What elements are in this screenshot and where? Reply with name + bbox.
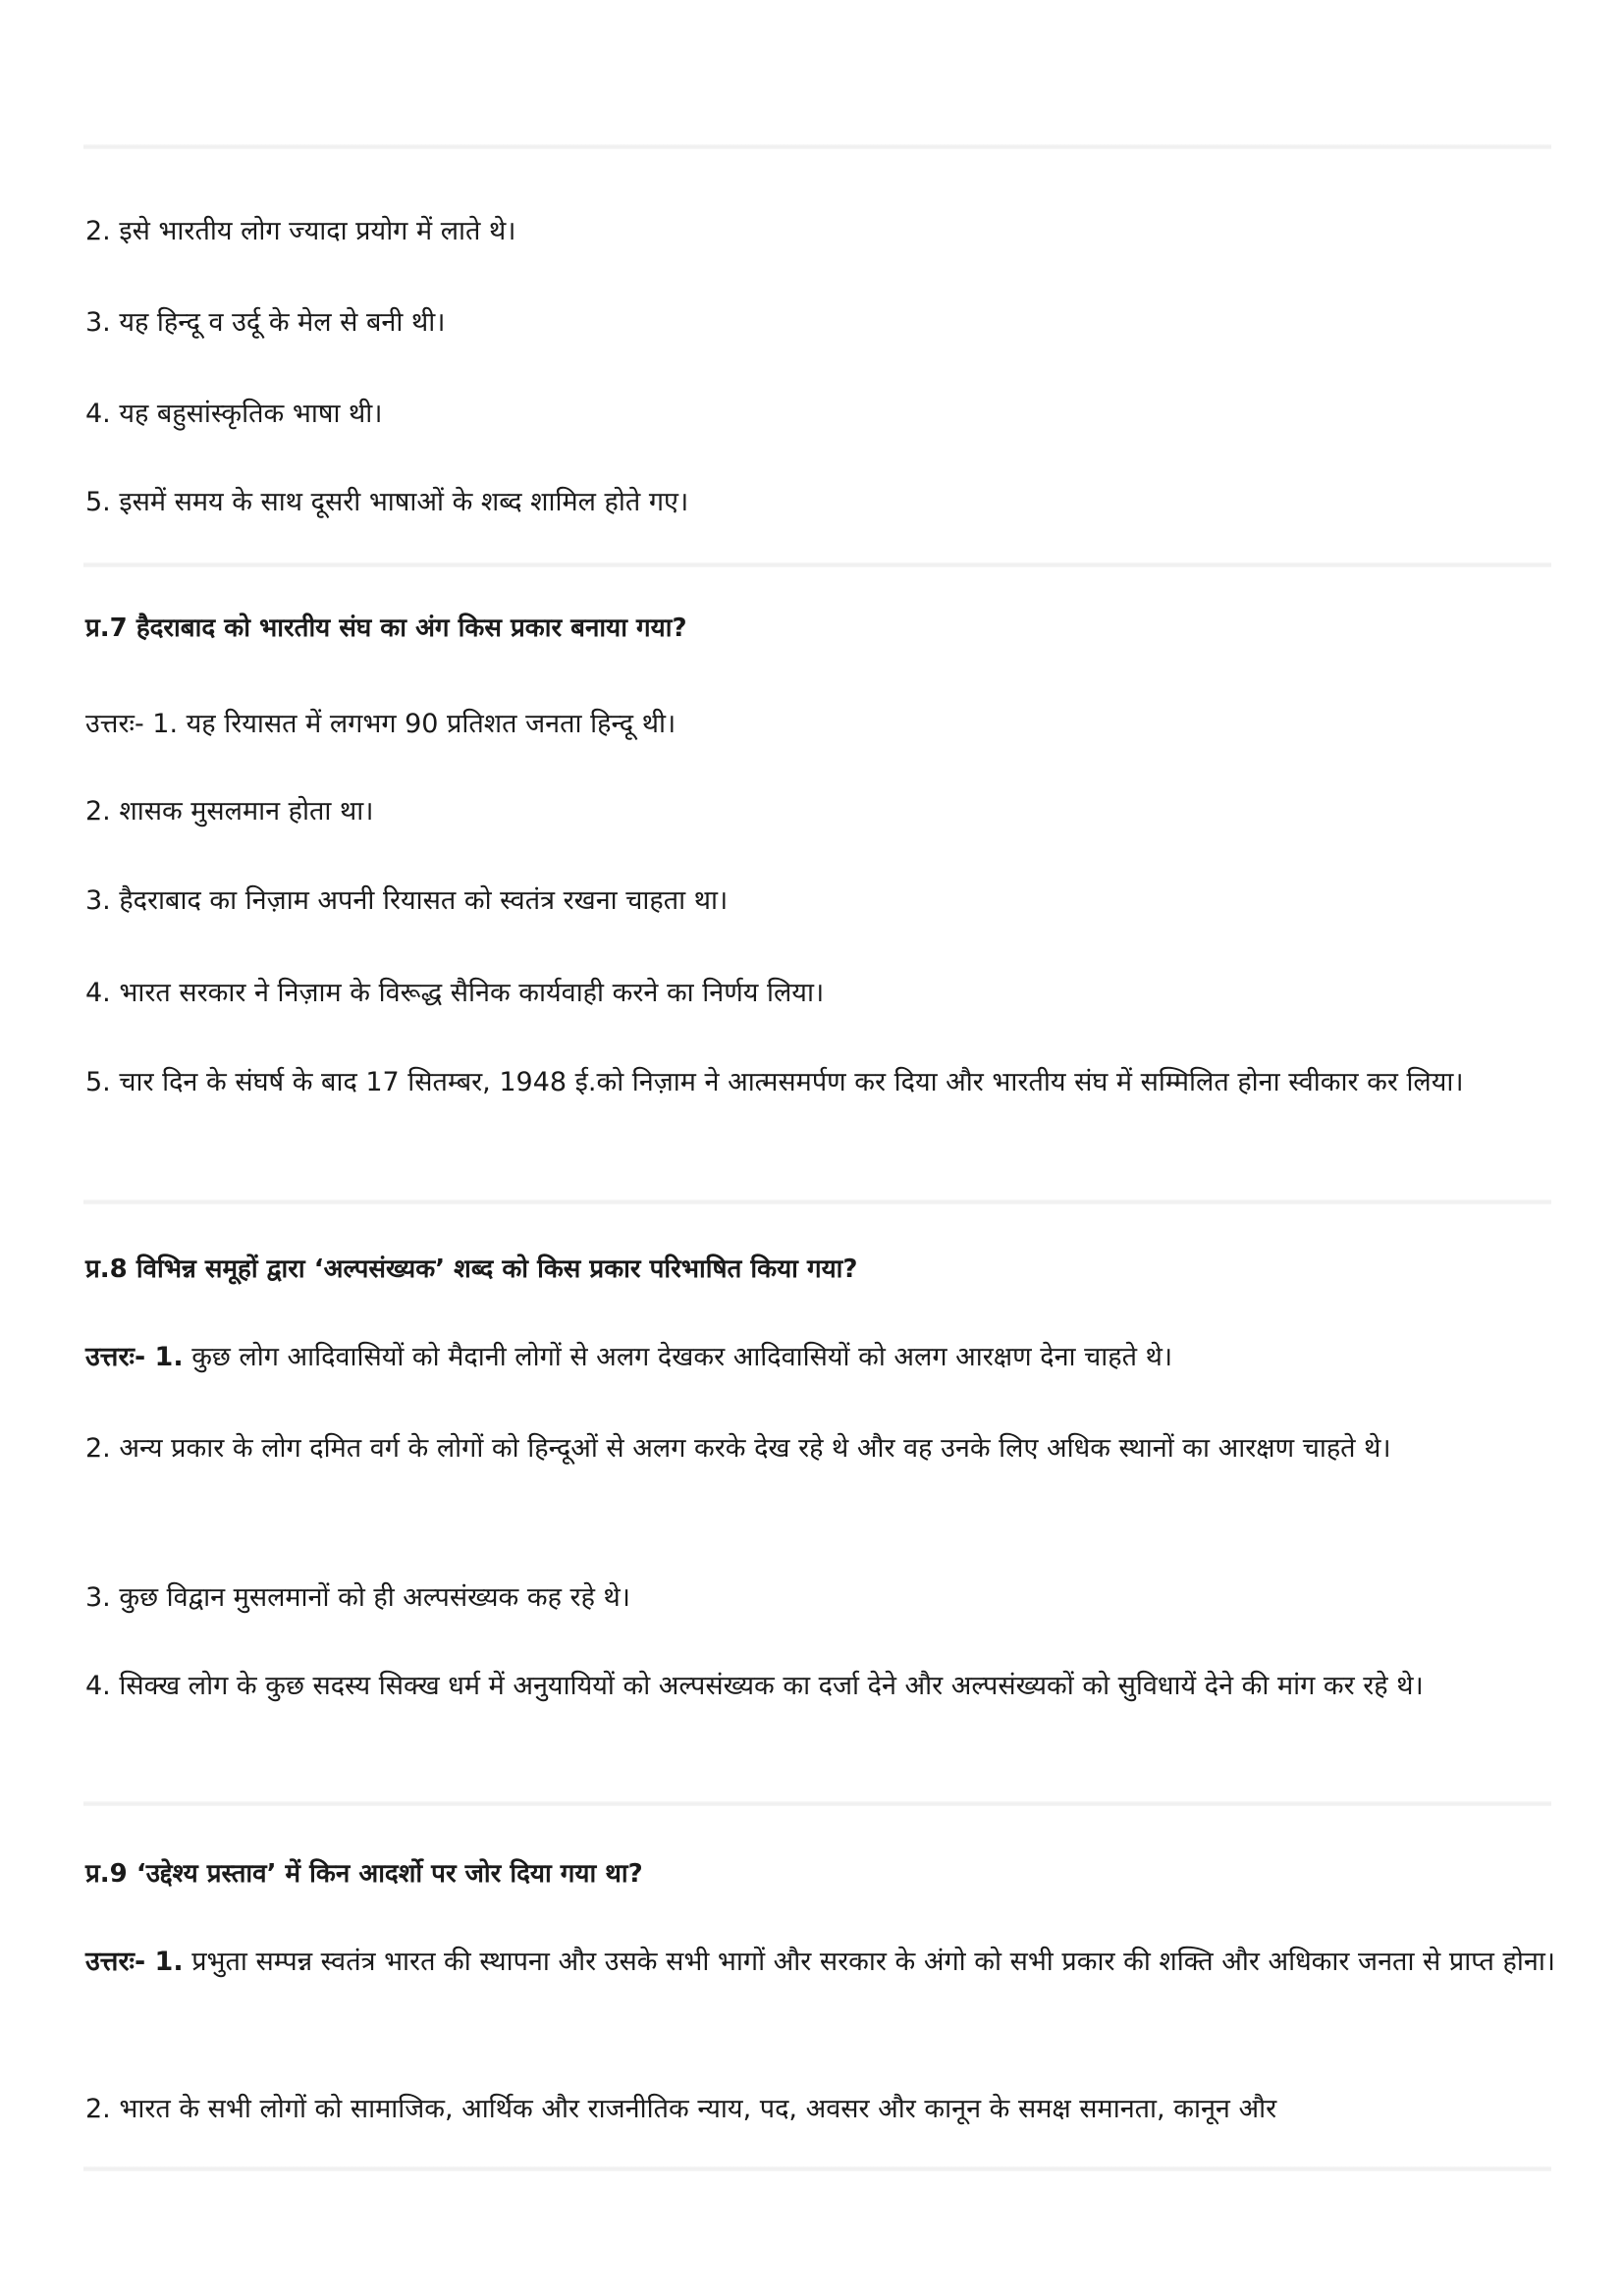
answer-7-item: 4. भारत सरकार ने निज़ाम के विरूद्ध सैनिक कार्यवाही करने का निर्णय लिया।: [85, 978, 825, 1008]
answer-7-item: 2. शासक मुसलमान होता था।: [85, 796, 374, 827]
question-9: प्र.9 ‘उद्देश्य प्रस्ताव’ में किन आदर्शो पर जोर दिया गया था?: [85, 1859, 643, 1889]
divider: [83, 1801, 1551, 1806]
answer-8-item: 2. अन्य प्रकार के लोग दमित वर्ग के लोगों को हिन्दूओं से अलग करके देख रहे थे और वह उनके लिए अधिक स्थानों का आरक्षण चाहते थे।: [85, 1433, 1391, 1464]
answer-7-item: [85, 696, 1558, 753]
answer-8-item: [85, 1329, 1558, 1386]
answer-9-item: 2. भारत के सभी लोगों को सामाजिक, आर्थिक और राजनीतिक न्याय, पद, अवसर और कानून के समक्ष समानता, कानून और: [85, 2094, 1277, 2124]
answer-8-item: 4. सिक्ख लोग के कुछ सदस्य सिक्ख धर्म में अनुयायियों को अल्पसंख्यक का दर्जा देने और अल्पसंख्यकों को सुविधायें देने की मांग कर रहे थे।: [85, 1671, 1424, 1701]
answer-text: प्रभुता सम्पन्न स्वतंत्र भारत की स्थापना और उसके सभी भागों और सरकार के अंगो को सभी प्रकार की शक्ति और अधिकार जनता से प्राप्त होना।: [183, 1947, 1556, 1977]
answer-text: 1. यह रियासत में लगभग 90 प्रतिशत जनता हिन्दू थी।: [152, 709, 676, 739]
divider: [83, 2166, 1551, 2171]
answer-7-item: 3. हैदराबाद का निज़ाम अपनी रियासत को स्वतंत्र रखना चाहता था।: [85, 885, 729, 916]
list-item: 3. यह हिन्दू व उर्दू के मेल से बनी थी।: [85, 307, 446, 338]
question-7: प्र.7 हैदराबाद को भारतीय संघ का अंग किस प्रकार बनाया गया?: [85, 614, 687, 643]
divider: [83, 562, 1551, 567]
answer-prefix: उत्तरः- 1.: [85, 1947, 184, 1977]
question-8: प्र.8 विभिन्न समूहों द्वारा ‘अल्पसंख्यक’ शब्द को किस प्रकार परिभाषित किया गया?: [85, 1255, 858, 1284]
answer-8-item: 3. कुछ विद्वान मुसलमानों को ही अल्पसंख्यक कह रहे थे।: [85, 1582, 630, 1613]
answer-prefix: उत्तरः-: [85, 709, 153, 739]
answer-7-item: 5. चार दिन के संघर्ष के बाद 17 सितम्बर, 1948 ई.को निज़ाम ने आत्मसमर्पण कर दिया और भारतीय संघ में सम्मिलित होना स्वीकार कर लिया।: [85, 1067, 1464, 1097]
list-item: 5. इसमें समय के साथ दूसरी भाषाओं के शब्द शामिल होते गए।: [85, 487, 689, 517]
list-item: 2. इसे भारतीय लोग ज्यादा प्रयोग में लाते थे।: [85, 216, 516, 246]
answer-prefix: उत्तरः- 1.: [85, 1342, 184, 1372]
list-item: 4. यह बहुसांस्कृतिक भाषा थी।: [85, 399, 383, 429]
answer-9-item: [85, 1934, 1558, 1991]
divider: [83, 144, 1551, 149]
answer-text: कुछ लोग आदिवासियों को मैदानी लोगों से अलग देखकर आदिवासियों को अलग आरक्षण देना चाहते थे।: [183, 1342, 1173, 1372]
divider: [83, 1200, 1551, 1204]
